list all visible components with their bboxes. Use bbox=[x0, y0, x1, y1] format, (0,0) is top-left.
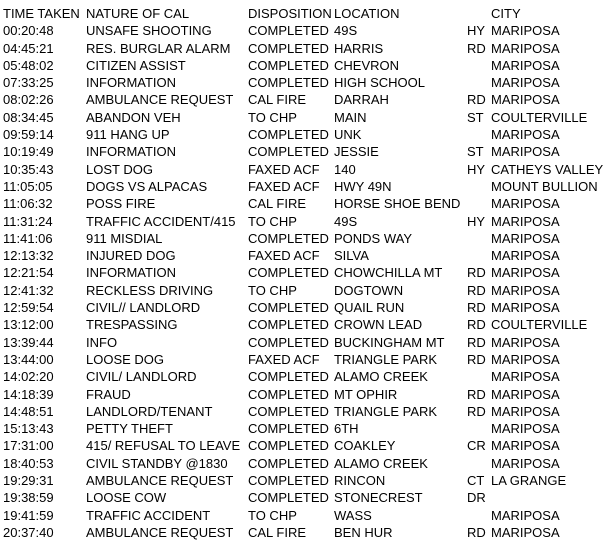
cell-city: MARIPOSA bbox=[491, 369, 560, 385]
cell-city: MARIPOSA bbox=[491, 57, 560, 73]
cell-street-suffix: RD bbox=[467, 403, 486, 419]
table-row bbox=[0, 403, 614, 420]
cell-disposition: FAXED ACF bbox=[248, 248, 320, 264]
cell-city: MARIPOSA bbox=[491, 421, 560, 437]
cell-city: MARIPOSA bbox=[491, 455, 560, 471]
table-row bbox=[0, 40, 614, 57]
cell-location: UNK bbox=[334, 127, 362, 143]
cell-location: BEN HUR bbox=[334, 524, 393, 540]
table-row bbox=[0, 161, 614, 178]
cell-city: MARIPOSA bbox=[491, 230, 560, 246]
cell-street-suffix: RD bbox=[467, 92, 486, 108]
cell-time: 12:21:54 bbox=[3, 265, 54, 281]
table-row bbox=[0, 195, 614, 212]
cell-location: RINCON bbox=[334, 473, 386, 489]
cell-disposition: COMPLETED bbox=[248, 473, 329, 489]
cell-city: MARIPOSA bbox=[491, 438, 560, 454]
cell-location: 6TH bbox=[334, 421, 359, 437]
table-row bbox=[0, 143, 614, 160]
cell-location: MAIN bbox=[334, 109, 367, 125]
cell-time: 19:41:59 bbox=[3, 507, 54, 523]
cell-location: CHOWCHILLA MT bbox=[334, 265, 443, 281]
cell-time: 14:48:51 bbox=[3, 403, 54, 419]
table-row bbox=[0, 455, 614, 472]
cell-location: SILVA bbox=[334, 248, 369, 264]
cell-disposition: TO CHP bbox=[248, 507, 297, 523]
cell-nature: CITIZEN ASSIST bbox=[86, 57, 186, 73]
table-row bbox=[0, 282, 614, 299]
table-row bbox=[0, 334, 614, 351]
cell-nature: TRESPASSING bbox=[86, 317, 178, 333]
cell-time: 14:02:20 bbox=[3, 369, 54, 385]
table-row bbox=[0, 489, 614, 506]
cell-nature: 911 HANG UP bbox=[86, 127, 170, 143]
cell-nature: ABANDON VEH bbox=[86, 109, 181, 125]
cell-location: 140 bbox=[334, 161, 356, 177]
cell-disposition: COMPLETED bbox=[248, 403, 329, 419]
cell-city: COULTERVILLE bbox=[491, 109, 588, 125]
cell-nature: AMBULANCE REQUEST bbox=[86, 92, 234, 108]
cell-disposition: TO CHP bbox=[248, 109, 297, 125]
cell-time: 12:13:32 bbox=[3, 248, 54, 264]
cell-disposition: COMPLETED bbox=[248, 369, 329, 385]
cell-nature: DOGS VS ALPACAS bbox=[86, 178, 208, 194]
cell-city: MARIPOSA bbox=[491, 403, 560, 419]
cell-street-suffix: RD bbox=[467, 317, 486, 333]
cell-disposition: COMPLETED bbox=[248, 40, 329, 56]
cell-nature: RECKLESS DRIVING bbox=[86, 282, 214, 298]
cell-time: 10:19:49 bbox=[3, 144, 54, 160]
cell-nature: LOOSE COW bbox=[86, 490, 167, 506]
cell-disposition: COMPLETED bbox=[248, 490, 329, 506]
cell-time: 11:05:05 bbox=[3, 178, 53, 194]
cell-nature: FRAUD bbox=[86, 386, 131, 402]
table-row bbox=[0, 437, 614, 454]
cell-time: 18:40:53 bbox=[3, 455, 54, 471]
cell-city: MARIPOSA bbox=[491, 127, 560, 143]
cell-time: 10:35:43 bbox=[3, 161, 54, 177]
cell-time: 12:59:54 bbox=[3, 300, 54, 316]
cell-disposition: COMPLETED bbox=[248, 57, 329, 73]
cell-city: MARIPOSA bbox=[491, 386, 560, 402]
cell-disposition: COMPLETED bbox=[248, 75, 329, 91]
cell-location: COAKLEY bbox=[334, 438, 396, 454]
call-log-table bbox=[0, 5, 614, 541]
table-row bbox=[0, 109, 614, 126]
cell-nature: INFORMATION bbox=[86, 75, 177, 91]
table-row bbox=[0, 264, 614, 281]
call-log-rows bbox=[0, 22, 614, 541]
cell-disposition: COMPLETED bbox=[248, 438, 329, 454]
cell-time: 07:33:25 bbox=[3, 75, 54, 91]
cell-city: MARIPOSA bbox=[491, 524, 560, 540]
cell-nature: AMBULANCE REQUEST bbox=[86, 473, 234, 489]
header-row bbox=[0, 5, 614, 22]
cell-city: MARIPOSA bbox=[491, 507, 560, 523]
cell-time: 17:31:00 bbox=[3, 438, 54, 454]
cell-city: MARIPOSA bbox=[491, 213, 560, 229]
table-row bbox=[0, 178, 614, 195]
header-location: LOCATION bbox=[334, 6, 400, 21]
cell-location: CHEVRON bbox=[334, 57, 400, 73]
cell-city: LA GRANGE bbox=[491, 473, 567, 489]
table-row bbox=[0, 74, 614, 91]
cell-location: BUCKINGHAM MT bbox=[334, 334, 445, 350]
table-row bbox=[0, 213, 614, 230]
cell-time: 14:18:39 bbox=[3, 386, 54, 402]
header-nature: NATURE OF CAL bbox=[86, 6, 190, 21]
cell-time: 11:06:32 bbox=[3, 196, 53, 212]
cell-street-suffix: RD bbox=[467, 351, 486, 367]
cell-nature: LANDLORD/TENANT bbox=[86, 403, 213, 419]
cell-city: MARIPOSA bbox=[491, 75, 560, 91]
cell-location: 49S bbox=[334, 23, 358, 39]
table-row bbox=[0, 351, 614, 368]
cell-street-suffix: ST bbox=[467, 144, 484, 160]
cell-time: 08:02:26 bbox=[3, 92, 54, 108]
cell-disposition: COMPLETED bbox=[248, 230, 329, 246]
cell-nature: TRAFFIC ACCIDENT/415 bbox=[86, 213, 236, 229]
cell-disposition: FAXED ACF bbox=[248, 178, 320, 194]
cell-street-suffix: HY bbox=[467, 23, 486, 39]
cell-city: MARIPOSA bbox=[491, 300, 560, 316]
cell-street-suffix: RD bbox=[467, 265, 486, 281]
header-disposition: DISPOSITION bbox=[248, 6, 332, 21]
cell-city: COULTERVILLE bbox=[491, 317, 588, 333]
cell-disposition: TO CHP bbox=[248, 282, 297, 298]
cell-city: MARIPOSA bbox=[491, 196, 560, 212]
cell-time: 11:41:06 bbox=[3, 230, 53, 246]
cell-location: ALAMO CREEK bbox=[334, 369, 428, 385]
cell-street-suffix: RD bbox=[467, 524, 486, 540]
cell-time: 11:31:24 bbox=[3, 213, 53, 229]
cell-disposition: COMPLETED bbox=[248, 23, 329, 39]
table-row bbox=[0, 420, 614, 437]
cell-city: MOUNT BULLION bbox=[491, 178, 598, 194]
cell-time: 20:37:40 bbox=[3, 524, 54, 540]
cell-disposition: COMPLETED bbox=[248, 421, 329, 437]
cell-disposition: COMPLETED bbox=[248, 455, 329, 471]
cell-location: DOGTOWN bbox=[334, 282, 404, 298]
cell-time: 00:20:48 bbox=[3, 23, 54, 39]
cell-location: HORSE SHOE BEND bbox=[334, 196, 461, 212]
cell-disposition: TO CHP bbox=[248, 213, 297, 229]
cell-street-suffix: RD bbox=[467, 40, 486, 56]
cell-disposition: COMPLETED bbox=[248, 334, 329, 350]
cell-time: 19:38:59 bbox=[3, 490, 54, 506]
cell-location: ALAMO CREEK bbox=[334, 455, 428, 471]
table-row bbox=[0, 507, 614, 524]
cell-disposition: FAXED ACF bbox=[248, 351, 320, 367]
cell-disposition: CAL FIRE bbox=[248, 524, 307, 540]
table-row bbox=[0, 57, 614, 74]
cell-time: 13:44:00 bbox=[3, 351, 54, 367]
cell-nature: POSS FIRE bbox=[86, 196, 156, 212]
cell-location: 49S bbox=[334, 213, 358, 229]
cell-time: 13:12:00 bbox=[3, 317, 54, 333]
cell-time: 15:13:43 bbox=[3, 421, 54, 437]
cell-time: 12:41:32 bbox=[3, 282, 54, 298]
cell-nature: INJURED DOG bbox=[86, 248, 176, 264]
table-row bbox=[0, 472, 614, 489]
cell-location: DARRAH bbox=[334, 92, 389, 108]
cell-location: HWY 49N bbox=[334, 178, 392, 194]
cell-location: HARRIS bbox=[334, 40, 384, 56]
table-row bbox=[0, 126, 614, 143]
cell-time: 09:59:14 bbox=[3, 127, 54, 143]
cell-disposition: CAL FIRE bbox=[248, 196, 307, 212]
cell-city: MARIPOSA bbox=[491, 144, 560, 160]
cell-nature: CIVIL STANDBY @1830 bbox=[86, 455, 228, 471]
cell-city: MARIPOSA bbox=[491, 248, 560, 264]
cell-disposition: COMPLETED bbox=[248, 127, 329, 143]
cell-street-suffix: RD bbox=[467, 386, 486, 402]
table-row bbox=[0, 22, 614, 39]
cell-street-suffix: DR bbox=[467, 490, 486, 506]
cell-nature: 415/ REFUSAL TO LEAVE bbox=[86, 438, 241, 454]
cell-city: MARIPOSA bbox=[491, 334, 560, 350]
header-time-taken: TIME TAKEN bbox=[3, 6, 80, 21]
cell-time: 13:39:44 bbox=[3, 334, 54, 350]
cell-street-suffix: RD bbox=[467, 334, 486, 350]
cell-time: 19:29:31 bbox=[3, 473, 54, 489]
cell-location: MT OPHIR bbox=[334, 386, 398, 402]
table-row bbox=[0, 368, 614, 385]
cell-city: MARIPOSA bbox=[491, 265, 560, 281]
cell-nature: CIVIL/ LANDLORD bbox=[86, 369, 197, 385]
cell-disposition: COMPLETED bbox=[248, 317, 329, 333]
cell-nature: TRAFFIC ACCIDENT bbox=[86, 507, 211, 523]
table-row bbox=[0, 386, 614, 403]
cell-street-suffix: RD bbox=[467, 282, 486, 298]
cell-nature: 911 MISDIAL bbox=[86, 230, 163, 246]
cell-nature: UNSAFE SHOOTING bbox=[86, 23, 212, 39]
cell-location: WASS bbox=[334, 507, 372, 523]
cell-nature: INFORMATION bbox=[86, 265, 177, 281]
cell-disposition: COMPLETED bbox=[248, 265, 329, 281]
cell-nature: INFORMATION bbox=[86, 144, 177, 160]
cell-location: TRIANGLE PARK bbox=[334, 351, 438, 367]
table-row bbox=[0, 299, 614, 316]
cell-nature: LOOSE DOG bbox=[86, 351, 165, 367]
cell-location: PONDS WAY bbox=[334, 230, 413, 246]
table-row bbox=[0, 91, 614, 108]
cell-nature: AMBULANCE REQUEST bbox=[86, 524, 234, 540]
cell-street-suffix: CT bbox=[467, 473, 485, 489]
cell-location: HIGH SCHOOL bbox=[334, 75, 426, 91]
cell-location: JESSIE bbox=[334, 144, 379, 160]
table-row bbox=[0, 524, 614, 541]
table-row bbox=[0, 316, 614, 333]
header-city: CITY bbox=[491, 6, 521, 21]
cell-street-suffix: HY bbox=[467, 161, 486, 177]
table-row bbox=[0, 230, 614, 247]
cell-city: MARIPOSA bbox=[491, 40, 560, 56]
cell-city: MARIPOSA bbox=[491, 282, 560, 298]
cell-city: CATHEYS VALLEY bbox=[491, 161, 604, 177]
cell-location: STONECREST bbox=[334, 490, 423, 506]
cell-nature: CIVIL// LANDLORD bbox=[86, 300, 201, 316]
cell-city: MARIPOSA bbox=[491, 92, 560, 108]
cell-city: MARIPOSA bbox=[491, 23, 560, 39]
cell-nature: RES. BURGLAR ALARM bbox=[86, 40, 231, 56]
cell-street-suffix: RD bbox=[467, 300, 486, 316]
cell-street-suffix: CR bbox=[467, 438, 486, 454]
cell-street-suffix: ST bbox=[467, 109, 484, 125]
cell-location: TRIANGLE PARK bbox=[334, 403, 438, 419]
cell-disposition: CAL FIRE bbox=[248, 92, 307, 108]
cell-nature: LOST DOG bbox=[86, 161, 153, 177]
cell-disposition: COMPLETED bbox=[248, 144, 329, 160]
cell-location: CROWN LEAD bbox=[334, 317, 423, 333]
cell-time: 05:48:02 bbox=[3, 57, 54, 73]
cell-disposition: COMPLETED bbox=[248, 300, 329, 316]
cell-street-suffix: HY bbox=[467, 213, 486, 229]
cell-nature: PETTY THEFT bbox=[86, 421, 173, 437]
cell-disposition: COMPLETED bbox=[248, 386, 329, 402]
cell-time: 08:34:45 bbox=[3, 109, 54, 125]
cell-city: MARIPOSA bbox=[491, 351, 560, 367]
cell-nature: INFO bbox=[86, 334, 118, 350]
cell-location: QUAIL RUN bbox=[334, 300, 405, 316]
table-row bbox=[0, 247, 614, 264]
cell-disposition: FAXED ACF bbox=[248, 161, 320, 177]
cell-time: 04:45:21 bbox=[3, 40, 54, 56]
